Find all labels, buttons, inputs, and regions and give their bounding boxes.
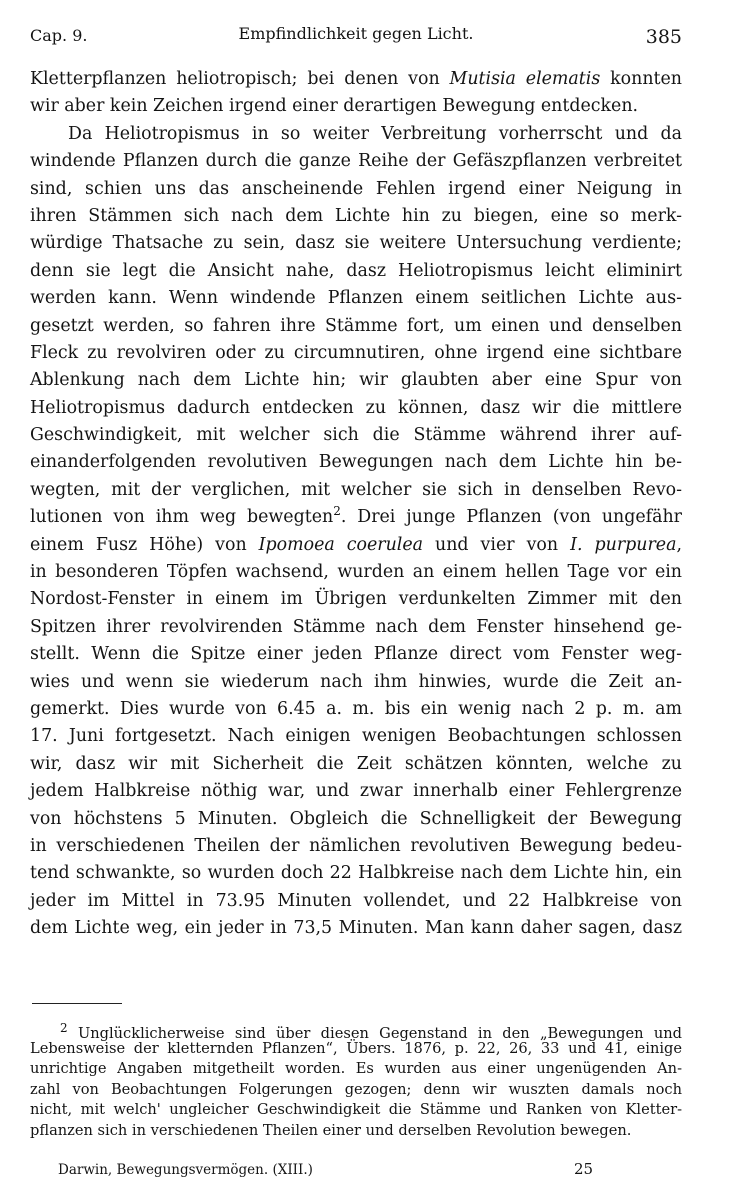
text-line: wies und wenn sie wiederum nach ihm hinwies, wurde die Zeit an- (30, 671, 682, 692)
text-line: stellt. Wenn die Spitze einer jeden Pflanze direct vom Fenster weg- (30, 644, 682, 665)
text-line: einanderfolgenden revolutiven Bewegungen nach dem Lichte hin be- (30, 452, 682, 473)
text-line: gesetzt werden, so fahren ihre Stämme fort, um einen und denselben (30, 315, 682, 336)
text-line: wir, dasz wir mit Sicherheit die Zeit schätzen könnten, welche zu (30, 753, 682, 774)
footnote-divider (32, 1003, 122, 1004)
text-line: von höchstens 5 Minuten. Obgleich die Schnelligkeit der Bewegung (30, 808, 682, 829)
text-line: tend schwankte, so wurden doch 22 Halbkreise nach dem Lichte hin, ein (30, 863, 682, 884)
footnote-line: nicht, mit welch' ungleicher Geschwindigkeit die Stämme und Ranken von Kletter- (30, 1101, 682, 1119)
text-line: jeder im Mittel in 73.95 Minuten vollendet, und 22 Halbkreise von (30, 890, 682, 911)
text-line: jedem Halbkreise nöthig war, und zwar innerhalb einer Fehlergrenze (30, 781, 682, 802)
text-line: dem Lichte weg, ein jeder in 73,5 Minuten. Man kann daher sagen, dasz (30, 918, 682, 939)
sheet-number: 25 (574, 1160, 594, 1178)
footnote-marker: 2 (60, 1021, 68, 1035)
species-name: Ipomoea coerulea (258, 534, 423, 555)
text-line: Spitzen ihrer revolvirenden Stämme nach dem Fenster hinsehend ge- (30, 616, 682, 637)
running-title: Empfindlichkeit gegen Licht. (238, 24, 474, 43)
text-line: einem Fusz Höhe) von Ipomoea coerulea und vier von I. purpurea, (30, 534, 682, 555)
text-line: wegten, mit der verglichen, mit welcher sie sich in denselben Revo- (30, 479, 682, 500)
text-line: in verschiedenen Theilen der nämlichen revolutiven Bewegung bedeu- (30, 835, 682, 856)
chapter-label: Cap. 9. (30, 26, 88, 45)
footnote-line: unrichtige Angaben mitgetheilt worden. Es wurden aus einer ungenügenden An- (30, 1060, 682, 1078)
text-line: würdige Thatsache zu sein, dasz sie weitere Untersuchung verdiente; (30, 233, 682, 254)
paragraph-start: Da Heliotropismus in so weiter Verbreitung vorherrscht und da (68, 123, 682, 144)
text-line: windende Pflanzen durch die ganze Reihe der Gefäszpflanzen verbreitet (30, 151, 682, 172)
running-header (30, 20, 682, 48)
footnote (30, 1018, 682, 1142)
text-line: in besonderen Töpfen wachsend, wurden an einem hellen Tage vor ein (30, 562, 682, 583)
text-line: Kletterpflanzen heliotropisch; bei denen von Mutisia elematis konnten (30, 69, 683, 89)
text-line: Ablenkung nach dem Lichte hin; wir glaubten aber eine Spur von (30, 370, 682, 391)
footnote-line: pflanzen sich in verschiedenen Theilen einer und derselben Revolution bewegen. (30, 1121, 632, 1139)
species-name: I. purpurea (570, 534, 677, 555)
page-number: 385 (645, 26, 682, 48)
text-line: Heliotropismus dadurch entdecken zu können, dasz wir die mittlere (30, 397, 682, 418)
text-line: denn sie legt die Ansicht nahe, dasz Heliotropismus leicht eliminirt (30, 260, 682, 281)
text-line: 17. Juni fortgesetzt. Nach einigen wenigen Beobachtungen schlossen (30, 726, 682, 747)
text-line: wir aber kein Zeichen irgend einer derartigen Bewegung entdecken. (30, 96, 639, 117)
text-line: Fleck zu revolviren oder zu circumnutiren, ohne irgend eine sichtbare (30, 342, 682, 363)
text-line: lutionen von ihm weg bewegten$^2$. Drei junge Pflanzen (von ungefähr (30, 504, 682, 528)
printer-signature: Darwin, Bewegungsvermögen. (XIII.) (58, 1162, 313, 1178)
footnote-reference[interactable]: 2 (333, 504, 341, 519)
text-line: Nordost-Fenster in einem im Übrigen verdunkelten Zimmer mit den (30, 589, 682, 610)
footnote-line: zahl von Beobachtungen Folgerungen gezogen; denn wir wuszten damals noch (30, 1080, 682, 1098)
text-line: ihren Stämmen sich nach dem Lichte hin zu biegen, eine so merk- (30, 205, 682, 226)
footnote-line: $^2$ Unglücklicherweise sind über diesen Gegenstand in den „Bewegungen und (60, 1021, 683, 1042)
main-text (30, 66, 682, 943)
text-line: werden kann. Wenn windende Pflanzen einem seitlichen Lichte aus- (30, 288, 682, 309)
text-line: Geschwindigkeit, mit welcher sich die Stämme während ihrer auf- (30, 425, 682, 446)
species-name: Mutisia elematis (449, 69, 601, 89)
text-line: sind, schien uns das anscheinende Fehlen irgend einer Neigung in (30, 178, 682, 199)
footnote-line: Lebensweise der kletternden Pflanzen“, Übers. 1876, p. 22, 26, 33 und 41, einige (30, 1039, 682, 1057)
text-line: gemerkt. Dies wurde von 6.45 a. m. bis ein wenig nach 2 p. m. am (30, 698, 682, 719)
